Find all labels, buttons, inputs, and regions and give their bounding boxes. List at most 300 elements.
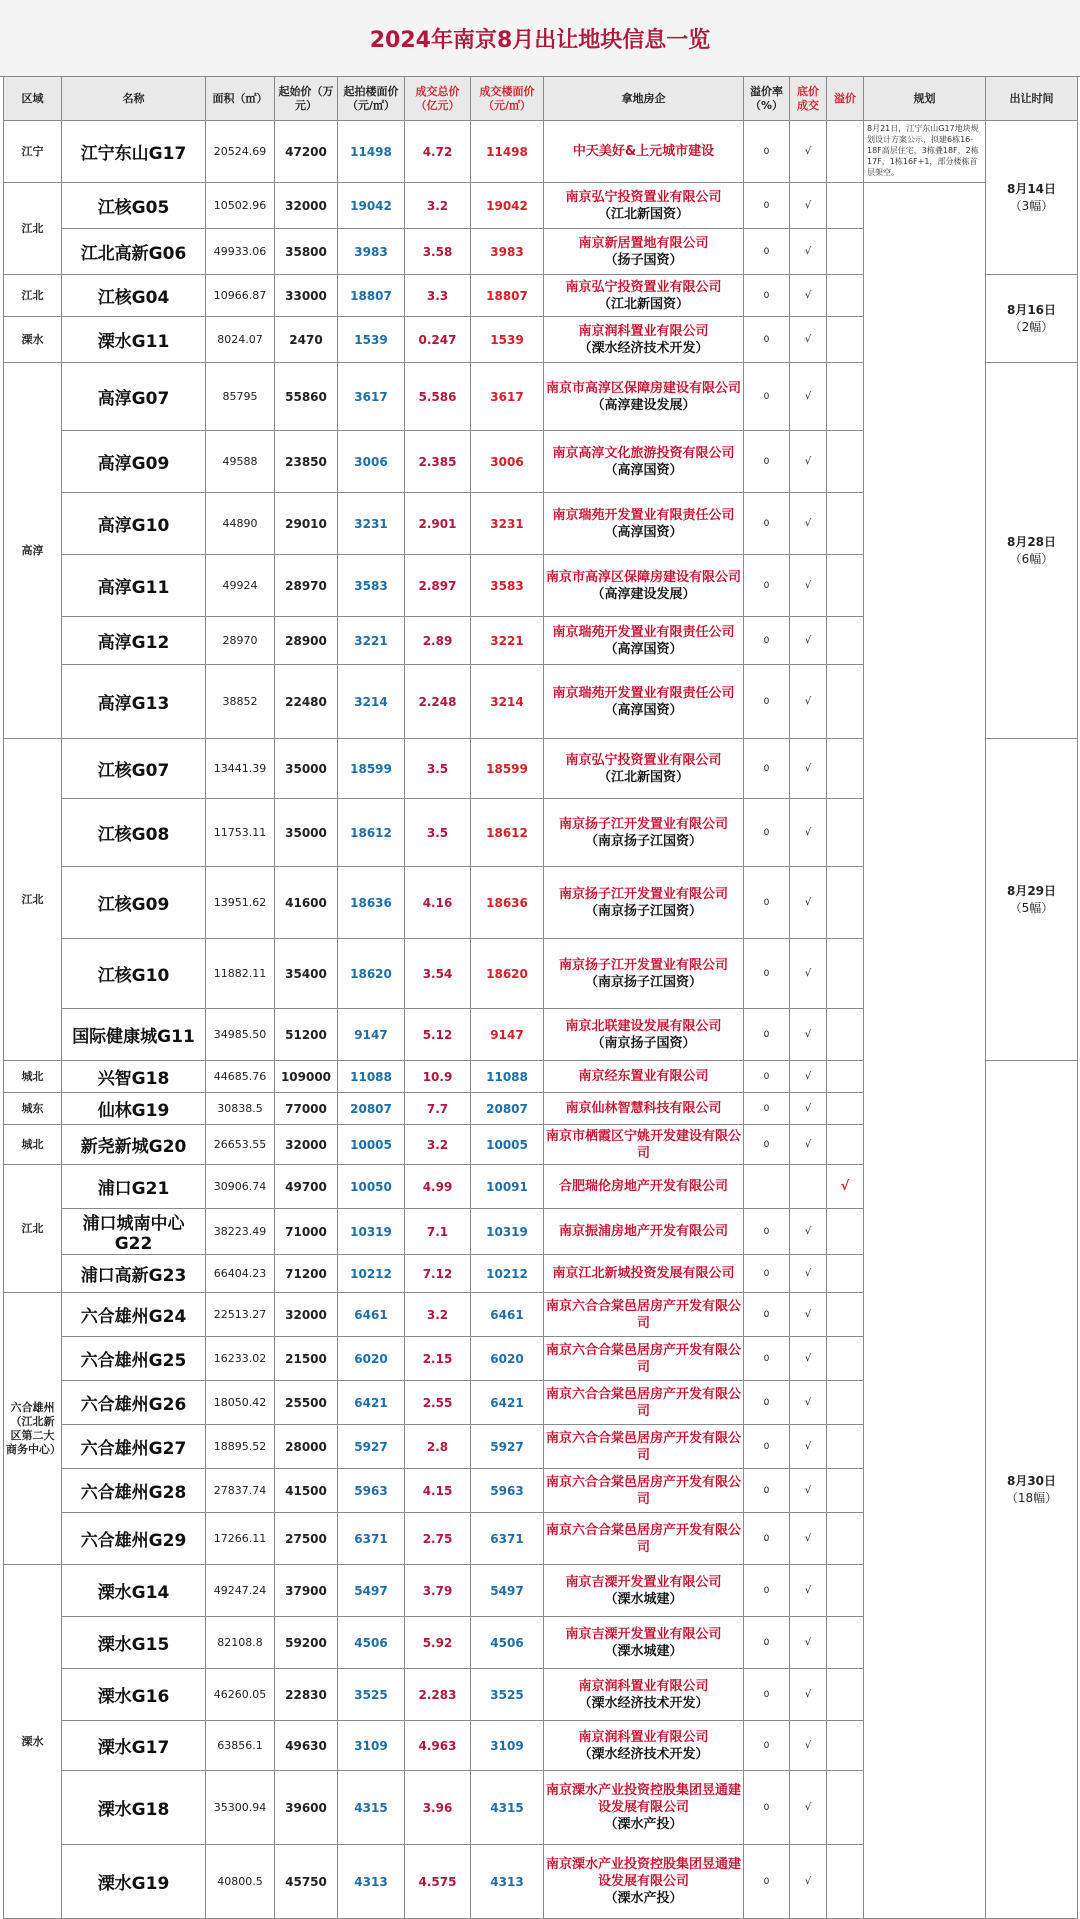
premium-check xyxy=(827,1093,864,1125)
premium-rate xyxy=(744,1165,790,1209)
premium-rate: 0 xyxy=(744,121,790,183)
deal-floor-price: 3231 xyxy=(471,493,544,555)
start-floor-price: 3109 xyxy=(338,1721,405,1771)
buyer-cell xyxy=(544,1061,744,1093)
buyer-parent: （高淳国资） xyxy=(604,462,683,478)
buyer-name: 合肥瑞伦房地产开发有限公司 xyxy=(558,1179,728,1194)
deal-floor-price: 19042 xyxy=(471,183,544,229)
header-area: 面积（㎡） xyxy=(206,77,275,121)
start-floor-price: 3231 xyxy=(338,493,405,555)
premium-check xyxy=(827,1255,864,1293)
buyer-cell xyxy=(544,1009,744,1061)
parcel-area: 10966.87 xyxy=(206,275,275,317)
base-deal-check: √ xyxy=(790,1209,827,1255)
parcel-area: 35300.94 xyxy=(206,1771,275,1845)
deal-total: 5.92 xyxy=(405,1617,471,1669)
buyer-cell xyxy=(544,1093,744,1125)
page-title: 2024年南京8月出让地块信息一览 xyxy=(0,0,1080,77)
deal-floor-price: 3109 xyxy=(471,1721,544,1771)
date-cell xyxy=(986,121,1078,275)
start-price: 71000 xyxy=(275,1209,338,1255)
deal-total: 4.15 xyxy=(405,1469,471,1513)
parcel-area: 49933.06 xyxy=(206,229,275,275)
buyer-parent: （江北新国资） xyxy=(597,296,689,312)
buyer-name: 南京溧水产业投资控股集团昱通建设发展有限公司 xyxy=(546,1783,742,1815)
date-cell xyxy=(986,1061,1078,1919)
deal-total: 0.247 xyxy=(405,317,471,363)
base-deal-check: √ xyxy=(790,867,827,939)
parcel-area: 17266.11 xyxy=(206,1513,275,1565)
premium-check xyxy=(827,1469,864,1513)
deal-floor-price: 3006 xyxy=(471,431,544,493)
deal-floor-price: 6020 xyxy=(471,1337,544,1381)
start-price: 32000 xyxy=(275,1293,338,1337)
deal-total: 4.963 xyxy=(405,1721,471,1771)
buyer-cell xyxy=(544,867,744,939)
start-price: 41500 xyxy=(275,1469,338,1513)
buyer-name: 南京弘宁投资置业有限公司 xyxy=(565,279,722,295)
base-deal-check: √ xyxy=(790,1771,827,1845)
buyer-name: 南京高淳文化旅游投资有限公司 xyxy=(552,445,735,461)
deal-floor-price: 18636 xyxy=(471,867,544,939)
deal-total: 2.385 xyxy=(405,431,471,493)
premium-check xyxy=(827,739,864,799)
start-floor-price: 18599 xyxy=(338,739,405,799)
start-price: 33000 xyxy=(275,275,338,317)
date-day: 8月14日 xyxy=(1006,181,1057,196)
premium-check xyxy=(827,867,864,939)
parcel-area: 18895.52 xyxy=(206,1425,275,1469)
premium-rate: 0 xyxy=(744,493,790,555)
date-day: 8月29日 xyxy=(1006,883,1057,898)
premium-check xyxy=(827,1425,864,1469)
parcel-area: 49247.24 xyxy=(206,1565,275,1617)
deal-total: 3.2 xyxy=(405,183,471,229)
buyer-parent: （溧水经济技术开发） xyxy=(578,1746,709,1762)
premium-check xyxy=(827,1721,864,1771)
parcel-name: 高淳G11 xyxy=(62,555,206,617)
deal-total: 3.96 xyxy=(405,1771,471,1845)
buyer-name: 南京润科置业有限公司 xyxy=(578,1729,709,1745)
base-deal-check: √ xyxy=(790,1337,827,1381)
start-floor-price: 11088 xyxy=(338,1061,405,1093)
base-deal-check: √ xyxy=(790,1381,827,1425)
buyer-cell xyxy=(544,431,744,493)
premium-rate: 0 xyxy=(744,665,790,739)
parcel-area: 82108.8 xyxy=(206,1617,275,1669)
deal-floor-price: 18807 xyxy=(471,275,544,317)
buyer-cell xyxy=(544,183,744,229)
date-cell xyxy=(986,739,1078,1061)
start-floor-price: 10212 xyxy=(338,1255,405,1293)
date-count: （3幅） xyxy=(1009,198,1054,213)
buyer-parent: （溧水产投） xyxy=(604,1817,683,1832)
base-deal-check: √ xyxy=(790,1425,827,1469)
start-price: 28900 xyxy=(275,617,338,665)
start-floor-price: 3006 xyxy=(338,431,405,493)
deal-floor-price: 10319 xyxy=(471,1209,544,1255)
parcel-name: 溧水G19 xyxy=(62,1845,206,1919)
deal-total: 4.575 xyxy=(405,1845,471,1919)
start-price: 28970 xyxy=(275,555,338,617)
base-deal-check: √ xyxy=(790,317,827,363)
base-deal-check: √ xyxy=(790,555,827,617)
region-cell: 江北 xyxy=(4,1165,62,1293)
parcel-name: 江核G05 xyxy=(62,183,206,229)
premium-check xyxy=(827,939,864,1009)
deal-total: 10.9 xyxy=(405,1061,471,1093)
base-deal-check: √ xyxy=(790,1255,827,1293)
date-count: （2幅） xyxy=(1009,319,1054,334)
buyer-cell xyxy=(544,275,744,317)
premium-rate: 0 xyxy=(744,1255,790,1293)
start-price: 109000 xyxy=(275,1061,338,1093)
deal-total: 2.248 xyxy=(405,665,471,739)
deal-total: 3.79 xyxy=(405,1565,471,1617)
base-deal-check: √ xyxy=(790,431,827,493)
deal-floor-price: 4506 xyxy=(471,1617,544,1669)
buyer-name: 南京吉溧开发置业有限公司 xyxy=(565,1574,722,1590)
deal-floor-price: 11498 xyxy=(471,121,544,183)
buyer-parent: （南京扬子江国资） xyxy=(584,903,702,919)
parcel-name: 高淳G13 xyxy=(62,665,206,739)
buyer-parent: （溧水城建） xyxy=(604,1643,683,1659)
premium-check xyxy=(827,617,864,665)
base-deal-check: √ xyxy=(790,1469,827,1513)
buyer-cell xyxy=(544,317,744,363)
deal-floor-price: 10212 xyxy=(471,1255,544,1293)
base-deal-check: √ xyxy=(790,617,827,665)
start-price: 49700 xyxy=(275,1165,338,1209)
parcel-area: 28970 xyxy=(206,617,275,665)
deal-total: 2.15 xyxy=(405,1337,471,1381)
deal-total: 2.283 xyxy=(405,1669,471,1721)
start-price: 35000 xyxy=(275,739,338,799)
start-floor-price: 3525 xyxy=(338,1669,405,1721)
parcel-name: 江核G04 xyxy=(62,275,206,317)
parcel-area: 11882.11 xyxy=(206,939,275,1009)
buyer-name: 南京六合合棠邑居房产开发有限公司 xyxy=(546,1430,742,1463)
buyer-parent: （南京扬子江国资） xyxy=(584,833,702,849)
start-floor-price: 10050 xyxy=(338,1165,405,1209)
buyer-cell xyxy=(544,121,744,183)
buyer-name: 南京弘宁投资置业有限公司 xyxy=(565,752,722,768)
start-price: 2470 xyxy=(275,317,338,363)
start-price: 25500 xyxy=(275,1381,338,1425)
deal-total: 2.901 xyxy=(405,493,471,555)
start-floor-price: 3617 xyxy=(338,363,405,431)
buyer-name: 南京瑞苑开发置业有限责任公司 xyxy=(552,507,735,523)
start-price: 47200 xyxy=(275,121,338,183)
header-row xyxy=(4,77,1078,121)
header-base-deal: 底价成交 xyxy=(790,77,827,121)
premium-check xyxy=(827,183,864,229)
date-cell xyxy=(986,363,1078,739)
premium-rate: 0 xyxy=(744,431,790,493)
base-deal-check: √ xyxy=(790,1845,827,1919)
base-deal-check: √ xyxy=(790,1093,827,1125)
start-price: 55860 xyxy=(275,363,338,431)
deal-total: 3.5 xyxy=(405,739,471,799)
start-price: 51200 xyxy=(275,1009,338,1061)
base-deal-check: √ xyxy=(790,1565,827,1617)
premium-check xyxy=(827,1381,864,1425)
buyer-cell xyxy=(544,739,744,799)
region-cell: 江北 xyxy=(4,739,62,1061)
parcel-name: 国际健康城G11 xyxy=(62,1009,206,1061)
deal-floor-price: 6461 xyxy=(471,1293,544,1337)
start-price: 71200 xyxy=(275,1255,338,1293)
parcel-name: 六合雄州G29 xyxy=(62,1513,206,1565)
premium-rate: 0 xyxy=(744,1093,790,1125)
parcel-area: 10502.96 xyxy=(206,183,275,229)
start-floor-price: 18636 xyxy=(338,867,405,939)
parcel-name: 六合雄州G25 xyxy=(62,1337,206,1381)
base-deal-check: √ xyxy=(790,739,827,799)
buyer-cell xyxy=(544,1669,744,1721)
deal-floor-price: 3983 xyxy=(471,229,544,275)
start-price: 22830 xyxy=(275,1669,338,1721)
start-price: 45750 xyxy=(275,1845,338,1919)
base-deal-check: √ xyxy=(790,229,827,275)
premium-rate: 0 xyxy=(744,867,790,939)
parcel-area: 38223.49 xyxy=(206,1209,275,1255)
premium-rate: 0 xyxy=(744,1513,790,1565)
table-row xyxy=(4,121,1078,183)
header-buyer: 拿地房企 xyxy=(544,77,744,121)
start-price: 23850 xyxy=(275,431,338,493)
buyer-name: 中天美好&上元城市建设 xyxy=(572,144,715,159)
deal-floor-price: 3525 xyxy=(471,1669,544,1721)
parcel-area: 20524.69 xyxy=(206,121,275,183)
buyer-name: 南京瑞苑开发置业有限责任公司 xyxy=(552,624,735,640)
deal-floor-price: 18612 xyxy=(471,799,544,867)
base-deal-check: √ xyxy=(790,1293,827,1337)
premium-check xyxy=(827,799,864,867)
start-floor-price: 4313 xyxy=(338,1845,405,1919)
deal-total: 5.586 xyxy=(405,363,471,431)
base-deal-check: √ xyxy=(790,183,827,229)
parcel-name: 高淳G10 xyxy=(62,493,206,555)
start-floor-price: 4506 xyxy=(338,1617,405,1669)
parcel-name: 高淳G07 xyxy=(62,363,206,431)
premium-check xyxy=(827,1771,864,1845)
premium-rate: 0 xyxy=(744,1209,790,1255)
base-deal-check: √ xyxy=(790,1125,827,1165)
premium-rate: 0 xyxy=(744,939,790,1009)
start-price: 35000 xyxy=(275,799,338,867)
buyer-cell xyxy=(544,1293,744,1337)
buyer-name: 南京北联建设发展有限公司 xyxy=(565,1018,722,1034)
region-cell: 江北 xyxy=(4,183,62,275)
region-cell: 六合雄州（江北新区第二大商务中心） xyxy=(4,1293,62,1565)
deal-total: 2.55 xyxy=(405,1381,471,1425)
header-name: 名称 xyxy=(62,77,206,121)
premium-check xyxy=(827,1061,864,1093)
premium-rate: 0 xyxy=(744,317,790,363)
buyer-parent: （南京扬子国资） xyxy=(591,1035,696,1051)
parcel-area: 63856.1 xyxy=(206,1721,275,1771)
parcel-area: 13441.39 xyxy=(206,739,275,799)
deal-floor-price: 4313 xyxy=(471,1845,544,1919)
buyer-cell xyxy=(544,799,744,867)
start-floor-price: 11498 xyxy=(338,121,405,183)
parcel-name: 江北高新G06 xyxy=(62,229,206,275)
premium-check xyxy=(827,363,864,431)
deal-floor-price: 10091 xyxy=(471,1165,544,1209)
premium-rate: 0 xyxy=(744,363,790,431)
start-price: 37900 xyxy=(275,1565,338,1617)
buyer-parent: （高淳国资） xyxy=(604,702,683,718)
deal-floor-price: 9147 xyxy=(471,1009,544,1061)
parcel-name: 新尧新城G20 xyxy=(62,1125,206,1165)
region-cell: 城北 xyxy=(4,1125,62,1165)
buyer-cell xyxy=(544,1721,744,1771)
region-cell: 高淳 xyxy=(4,363,62,739)
deal-total: 5.12 xyxy=(405,1009,471,1061)
parcel-name: 高淳G09 xyxy=(62,431,206,493)
parcel-name: 溧水G17 xyxy=(62,1721,206,1771)
header-start-floor: 起拍楼面价（元/㎡） xyxy=(338,77,405,121)
buyer-name: 南京六合合棠邑居房产开发有限公司 xyxy=(546,1474,742,1507)
plan-note: 8月21日，江宁东山G17地块规划设计方案公示，拟建6栋16-18F高层住宅，3栋叠18F，2栋17F，1栋16F+1，部分楼栋首层架空。 xyxy=(864,121,986,183)
premium-rate: 0 xyxy=(744,1669,790,1721)
region-cell: 溧水 xyxy=(4,317,62,363)
start-price: 29010 xyxy=(275,493,338,555)
start-price: 32000 xyxy=(275,1125,338,1165)
premium-check xyxy=(827,1617,864,1669)
date-count: （6幅） xyxy=(1009,551,1054,566)
parcel-area: 49924 xyxy=(206,555,275,617)
buyer-name: 南京经东置业有限公司 xyxy=(578,1069,709,1084)
start-floor-price: 4315 xyxy=(338,1771,405,1845)
deal-floor-price: 3583 xyxy=(471,555,544,617)
premium-check xyxy=(827,229,864,275)
start-price: 22480 xyxy=(275,665,338,739)
parcel-name: 溧水G16 xyxy=(62,1669,206,1721)
start-floor-price: 6371 xyxy=(338,1513,405,1565)
start-floor-price: 20807 xyxy=(338,1093,405,1125)
base-deal-check: √ xyxy=(790,121,827,183)
buyer-cell xyxy=(544,1617,744,1669)
header-plan: 规划 xyxy=(864,77,986,121)
base-deal-check: √ xyxy=(790,665,827,739)
buyer-name: 南京扬子江开发置业有限公司 xyxy=(558,957,728,973)
premium-rate: 0 xyxy=(744,1469,790,1513)
buyer-name: 南京润科置业有限公司 xyxy=(578,1678,709,1694)
parcel-name: 高淳G12 xyxy=(62,617,206,665)
premium-check xyxy=(827,555,864,617)
parcel-name: 溧水G18 xyxy=(62,1771,206,1845)
region-cell: 溧水 xyxy=(4,1565,62,1919)
base-deal-check: √ xyxy=(790,1669,827,1721)
start-price: 21500 xyxy=(275,1337,338,1381)
parcel-area: 44685.76 xyxy=(206,1061,275,1093)
start-price: 28000 xyxy=(275,1425,338,1469)
deal-total: 3.3 xyxy=(405,275,471,317)
start-price: 77000 xyxy=(275,1093,338,1125)
buyer-parent: （溧水经济技术开发） xyxy=(578,1695,709,1711)
start-floor-price: 5497 xyxy=(338,1565,405,1617)
deal-total: 7.12 xyxy=(405,1255,471,1293)
buyer-name: 南京六合合棠邑居房产开发有限公司 xyxy=(546,1386,742,1419)
premium-check xyxy=(827,275,864,317)
deal-floor-price: 6421 xyxy=(471,1381,544,1425)
date-day: 8月16日 xyxy=(1006,302,1057,317)
buyer-name: 南京瑞苑开发置业有限责任公司 xyxy=(552,685,735,701)
plan-cell xyxy=(864,183,986,1919)
buyer-parent: （溧水产投） xyxy=(604,1891,683,1906)
start-floor-price: 9147 xyxy=(338,1009,405,1061)
buyer-parent: （溧水城建） xyxy=(604,1591,683,1607)
buyer-parent: （扬子国资） xyxy=(604,252,683,268)
buyer-name: 南京六合合棠邑居房产开发有限公司 xyxy=(546,1342,742,1375)
deal-floor-price: 18620 xyxy=(471,939,544,1009)
buyer-name: 南京吉溧开发置业有限公司 xyxy=(565,1626,722,1642)
buyer-name: 南京扬子江开发置业有限公司 xyxy=(558,886,728,902)
premium-rate: 0 xyxy=(744,1617,790,1669)
start-floor-price: 18620 xyxy=(338,939,405,1009)
deal-floor-price: 5927 xyxy=(471,1425,544,1469)
premium-check xyxy=(827,665,864,739)
parcel-area: 22513.27 xyxy=(206,1293,275,1337)
buyer-name: 南京仙林智慧科技有限公司 xyxy=(565,1101,722,1116)
region-cell: 江北 xyxy=(4,275,62,317)
deal-total: 4.72 xyxy=(405,121,471,183)
parcel-name: 江核G08 xyxy=(62,799,206,867)
header-deal-total: 成交总价（亿元） xyxy=(405,77,471,121)
parcel-area: 13951.62 xyxy=(206,867,275,939)
parcel-area: 34985.50 xyxy=(206,1009,275,1061)
header-deal-floor: 成交楼面价（元/㎡） xyxy=(471,77,544,121)
date-day: 8月30日 xyxy=(1006,1473,1057,1488)
deal-floor-price: 4315 xyxy=(471,1771,544,1845)
parcel-area: 26653.55 xyxy=(206,1125,275,1165)
deal-total: 2.8 xyxy=(405,1425,471,1469)
start-price: 35800 xyxy=(275,229,338,275)
region-cell: 城东 xyxy=(4,1093,62,1125)
buyer-cell xyxy=(544,1209,744,1255)
premium-rate: 0 xyxy=(744,1061,790,1093)
premium-rate: 0 xyxy=(744,1125,790,1165)
parcel-area: 44890 xyxy=(206,493,275,555)
buyer-parent: （高淳建设发展） xyxy=(591,397,696,413)
premium-rate: 0 xyxy=(744,555,790,617)
header-premium-rate: 溢价率（%） xyxy=(744,77,790,121)
buyer-name: 南京新居置地有限公司 xyxy=(578,235,709,251)
start-floor-price: 18612 xyxy=(338,799,405,867)
start-floor-price: 6421 xyxy=(338,1381,405,1425)
deal-total: 3.2 xyxy=(405,1125,471,1165)
buyer-cell xyxy=(544,229,744,275)
parcel-name: 浦口高新G23 xyxy=(62,1255,206,1293)
parcel-area: 49588 xyxy=(206,431,275,493)
deal-total: 3.2 xyxy=(405,1293,471,1337)
base-deal-check: √ xyxy=(790,363,827,431)
deal-floor-price: 3617 xyxy=(471,363,544,431)
start-floor-price: 10319 xyxy=(338,1209,405,1255)
deal-total: 3.58 xyxy=(405,229,471,275)
parcel-name: 江核G10 xyxy=(62,939,206,1009)
start-floor-price: 3983 xyxy=(338,229,405,275)
parcel-name: 六合雄州G28 xyxy=(62,1469,206,1513)
buyer-parent: （南京扬子江国资） xyxy=(584,974,702,990)
premium-rate: 0 xyxy=(744,229,790,275)
buyer-cell xyxy=(544,1845,744,1919)
start-price: 35400 xyxy=(275,939,338,1009)
buyer-cell xyxy=(544,939,744,1009)
parcel-area: 16233.02 xyxy=(206,1337,275,1381)
